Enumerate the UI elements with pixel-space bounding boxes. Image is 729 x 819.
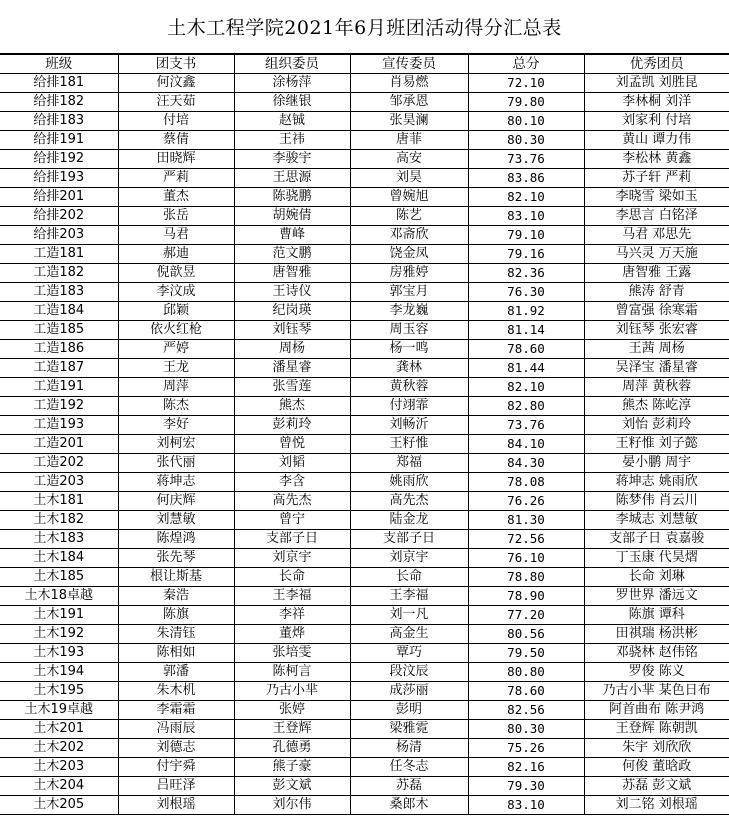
outstanding-members-cell: 李晓雪 梁如玉 [584,188,729,207]
publicity-member-cell: 陆金龙 [350,511,468,530]
publicity-member-cell: 张昊澜 [350,112,468,131]
total-score-cell: 80.30 [468,720,584,739]
branch-secretary-cell: 张代丽 [118,454,234,473]
total-score-cell: 82.10 [468,378,584,397]
table-row [0,568,729,587]
table-row [0,131,729,150]
sheet-title: 土木工程学院2021年6月班团活动得分汇总表 [167,17,562,39]
organization-member-cell: 支部子日 [234,530,350,549]
publicity-member-cell: 姚雨欣 [350,473,468,492]
class-cell: 土木192 [0,625,118,644]
publicity-member-cell: 曾婉旭 [350,188,468,207]
branch-secretary-cell: 严莉 [118,169,234,188]
class-cell: 给排201 [0,188,118,207]
outstanding-members-cell: 王籽惟 刘子懿 [584,435,729,454]
outstanding-members-cell: 马兴灵 万天施 [584,245,729,264]
class-cell: 工造185 [0,321,118,340]
outstanding-members-cell: 熊涛 舒青 [584,283,729,302]
class-cell: 给排191 [0,131,118,150]
publicity-member-cell: 郭宝月 [350,283,468,302]
branch-secretary-cell: 陈旗 [118,606,234,625]
organization-member-cell: 陈骁鹏 [234,188,350,207]
organization-member-cell: 李骏宇 [234,150,350,169]
outstanding-members-cell: 周萍 黄秋蓉 [584,378,729,397]
outstanding-members-cell: 李城志 刘慧敏 [584,511,729,530]
table-row [0,511,729,530]
branch-secretary-cell: 郝迪 [118,245,234,264]
table-row [0,454,729,473]
table-row [0,796,729,815]
table-row [0,283,729,302]
organization-member-cell: 孔德勇 [234,739,350,758]
branch-secretary-cell: 王龙 [118,359,234,378]
total-score-cell: 83.10 [468,207,584,226]
class-cell: 给排181 [0,74,118,93]
score-table [0,54,729,815]
branch-secretary-cell: 朱清钰 [118,625,234,644]
class-cell: 给排202 [0,207,118,226]
table-row [0,74,729,93]
branch-secretary-cell: 张岳 [118,207,234,226]
branch-secretary-cell: 冯雨辰 [118,720,234,739]
organization-member-cell: 王祎 [234,131,350,150]
branch-secretary-cell: 付培 [118,112,234,131]
total-score-cell: 72.10 [468,74,584,93]
branch-secretary-cell: 马君 [118,226,234,245]
table-row [0,739,729,758]
outstanding-members-cell: 陈梦伟 肖云川 [584,492,729,511]
organization-member-cell: 熊子豪 [234,758,350,777]
class-cell: 土木183 [0,530,118,549]
header-outstanding-members: 优秀团员 [584,55,729,74]
branch-secretary-cell: 邱颖 [118,302,234,321]
table-row [0,530,729,549]
table-row [0,416,729,435]
organization-member-cell: 刘钰琴 [234,321,350,340]
total-score-cell: 78.08 [468,473,584,492]
total-score-cell: 72.56 [468,530,584,549]
branch-secretary-cell: 陈相如 [118,644,234,663]
class-cell: 工造187 [0,359,118,378]
table-row [0,397,729,416]
organization-member-cell: 潘星睿 [234,359,350,378]
class-cell: 给排182 [0,93,118,112]
organization-member-cell: 李含 [234,473,350,492]
publicity-member-cell: 长命 [350,568,468,587]
total-score-cell: 78.80 [468,568,584,587]
publicity-member-cell: 支部子日 [350,530,468,549]
class-cell: 工造193 [0,416,118,435]
table-row [0,777,729,796]
organization-member-cell: 彭莉玲 [234,416,350,435]
outstanding-members-cell: 王茜 周杨 [584,340,729,359]
table-row [0,226,729,245]
branch-secretary-cell: 刘德志 [118,739,234,758]
organization-member-cell: 刘韬 [234,454,350,473]
table-row [0,359,729,378]
class-cell: 土木19卓越 [0,701,118,720]
outstanding-members-cell: 刘家利 付培 [584,112,729,131]
total-score-cell: 84.30 [468,454,584,473]
organization-member-cell: 王李福 [234,587,350,606]
header-organization-member: 组织委员 [234,55,350,74]
class-cell: 给排193 [0,169,118,188]
total-score-cell: 80.30 [468,131,584,150]
table-row [0,625,729,644]
outstanding-members-cell: 李松林 黄鑫 [584,150,729,169]
outstanding-members-cell: 何俊 董晗政 [584,758,729,777]
organization-member-cell: 王思源 [234,169,350,188]
branch-secretary-cell: 何庆辉 [118,492,234,511]
organization-member-cell: 王诗仪 [234,283,350,302]
publicity-member-cell: 饶金凤 [350,245,468,264]
publicity-member-cell: 李龙巍 [350,302,468,321]
publicity-member-cell: 郑福 [350,454,468,473]
branch-secretary-cell: 刘根瑶 [118,796,234,815]
outstanding-members-cell: 邓骁林 赵伟铭 [584,644,729,663]
total-score-cell: 81.14 [468,321,584,340]
outstanding-members-cell: 丁玉康 代昊熠 [584,549,729,568]
class-cell: 工造201 [0,435,118,454]
branch-secretary-cell: 根让斯基 [118,568,234,587]
organization-member-cell: 赵铖 [234,112,350,131]
publicity-member-cell: 房雅婷 [350,264,468,283]
outstanding-members-cell: 王登辉 陈朝凯 [584,720,729,739]
publicity-member-cell: 刘一凡 [350,606,468,625]
branch-secretary-cell: 倪歆昱 [118,264,234,283]
organization-member-cell: 彭文斌 [234,777,350,796]
class-cell: 土木182 [0,511,118,530]
table-row [0,302,729,321]
publicity-member-cell: 王李福 [350,587,468,606]
total-score-cell: 82.80 [468,397,584,416]
table-row [0,188,729,207]
class-cell: 给排203 [0,226,118,245]
outstanding-members-cell: 罗俊 陈义 [584,663,729,682]
class-cell: 土木203 [0,758,118,777]
publicity-member-cell: 梁雅霓 [350,720,468,739]
total-score-cell: 83.10 [468,796,584,815]
outstanding-members-cell: 刘二铭 刘根瑶 [584,796,729,815]
header-row [0,55,729,74]
branch-secretary-cell: 蔡倩 [118,131,234,150]
publicity-member-cell: 刘昊 [350,169,468,188]
total-score-cell: 81.44 [468,359,584,378]
publicity-member-cell: 陈艺 [350,207,468,226]
table-row [0,720,729,739]
organization-member-cell: 高先杰 [234,492,350,511]
class-cell: 土木191 [0,606,118,625]
branch-secretary-cell: 汪天茹 [118,93,234,112]
outstanding-members-cell: 刘怡 彭莉玲 [584,416,729,435]
outstanding-members-cell: 长命 刘琳 [584,568,729,587]
outstanding-members-cell: 苏子轩 严莉 [584,169,729,188]
header-branch-secretary: 团支书 [118,55,234,74]
total-score-cell: 78.90 [468,587,584,606]
table-row [0,435,729,454]
organization-member-cell: 张培雯 [234,644,350,663]
outstanding-members-cell: 阿首曲布 陈尹鸿 [584,701,729,720]
branch-secretary-cell: 陈杰 [118,397,234,416]
class-cell: 土木202 [0,739,118,758]
table-row [0,701,729,720]
total-score-cell: 76.26 [468,492,584,511]
outstanding-members-cell: 熊杰 陈屹淳 [584,397,729,416]
class-cell: 土木184 [0,549,118,568]
table-row [0,682,729,701]
total-score-cell: 79.30 [468,777,584,796]
organization-member-cell: 王登辉 [234,720,350,739]
branch-secretary-cell: 陈煌鸿 [118,530,234,549]
branch-secretary-cell: 董杰 [118,188,234,207]
table-row [0,245,729,264]
organization-member-cell: 刘京宇 [234,549,350,568]
organization-member-cell: 陈柯言 [234,663,350,682]
publicity-member-cell: 付翊霏 [350,397,468,416]
organization-member-cell: 徐继银 [234,93,350,112]
class-cell: 土木193 [0,644,118,663]
branch-secretary-cell: 郭潘 [118,663,234,682]
publicity-member-cell: 段汶辰 [350,663,468,682]
branch-secretary-cell: 李汶成 [118,283,234,302]
total-score-cell: 78.60 [468,682,584,701]
publicity-member-cell: 唐菲 [350,131,468,150]
branch-secretary-cell: 朱木机 [118,682,234,701]
total-score-cell: 82.36 [468,264,584,283]
branch-secretary-cell: 何汶鑫 [118,74,234,93]
class-cell: 工造186 [0,340,118,359]
branch-secretary-cell: 周萍 [118,378,234,397]
publicity-member-cell: 覃巧 [350,644,468,663]
class-cell: 工造181 [0,245,118,264]
class-cell: 工造184 [0,302,118,321]
total-score-cell: 79.16 [468,245,584,264]
organization-member-cell: 范文鹏 [234,245,350,264]
organization-member-cell: 刘尔伟 [234,796,350,815]
outstanding-members-cell: 乃古小芈 某色日布 [584,682,729,701]
table-row [0,112,729,131]
organization-member-cell: 长命 [234,568,350,587]
publicity-member-cell: 桑郎木 [350,796,468,815]
header-total-score: 总分 [468,55,584,74]
outstanding-members-cell: 曾富强 徐寒霜 [584,302,729,321]
table-row [0,264,729,283]
branch-secretary-cell: 付宇舜 [118,758,234,777]
outstanding-members-cell: 李思言 白铭泽 [584,207,729,226]
organization-member-cell: 张雪莲 [234,378,350,397]
outstanding-members-cell: 苏磊 彭文斌 [584,777,729,796]
organization-member-cell: 唐智雅 [234,264,350,283]
table-body [0,74,729,815]
organization-member-cell: 曾宁 [234,511,350,530]
publicity-member-cell: 苏磊 [350,777,468,796]
publicity-member-cell: 高金生 [350,625,468,644]
publicity-member-cell: 周玉容 [350,321,468,340]
class-cell: 工造183 [0,283,118,302]
branch-secretary-cell: 刘柯宏 [118,435,234,454]
outstanding-members-cell: 朱宇 刘欣欣 [584,739,729,758]
total-score-cell: 80.10 [468,112,584,131]
total-score-cell: 84.10 [468,435,584,454]
outstanding-members-cell: 田祺瑞 杨洪彬 [584,625,729,644]
table-row [0,321,729,340]
class-cell: 土木18卓越 [0,587,118,606]
total-score-cell: 75.26 [468,739,584,758]
header-publicity-member: 宣传委员 [350,55,468,74]
table-row [0,93,729,112]
publicity-member-cell: 刘京宇 [350,549,468,568]
branch-secretary-cell: 蒋坤志 [118,473,234,492]
publicity-member-cell: 任冬志 [350,758,468,777]
publicity-member-cell: 肖易燃 [350,74,468,93]
total-score-cell: 82.56 [468,701,584,720]
table-row [0,150,729,169]
outstanding-members-cell: 陈旗 谭科 [584,606,729,625]
branch-secretary-cell: 田晓辉 [118,150,234,169]
class-cell: 工造192 [0,397,118,416]
total-score-cell: 81.92 [468,302,584,321]
table-row [0,587,729,606]
organization-member-cell: 董烨 [234,625,350,644]
publicity-member-cell: 邹承恩 [350,93,468,112]
outstanding-members-cell: 刘孟凯 刘胜昆 [584,74,729,93]
outstanding-members-cell: 吴泽宝 潘星睿 [584,359,729,378]
publicity-member-cell: 王籽惟 [350,435,468,454]
class-cell: 给排183 [0,112,118,131]
total-score-cell: 73.76 [468,150,584,169]
class-cell: 土木195 [0,682,118,701]
organization-member-cell: 李祥 [234,606,350,625]
class-cell: 给排192 [0,150,118,169]
outstanding-members-cell: 晏小鹏 周宇 [584,454,729,473]
publicity-member-cell: 成莎丽 [350,682,468,701]
total-score-cell: 80.56 [468,625,584,644]
total-score-cell: 79.10 [468,226,584,245]
class-cell: 土木194 [0,663,118,682]
branch-secretary-cell: 依火红枪 [118,321,234,340]
publicity-member-cell: 邓斋欣 [350,226,468,245]
publicity-member-cell: 刘畅沂 [350,416,468,435]
publicity-member-cell: 高安 [350,150,468,169]
table-row [0,549,729,568]
total-score-cell: 76.10 [468,549,584,568]
publicity-member-cell: 彭明 [350,701,468,720]
organization-member-cell: 涂杨萍 [234,74,350,93]
organization-member-cell: 曹峰 [234,226,350,245]
total-score-cell: 82.16 [468,758,584,777]
outstanding-members-cell: 支部子日 袁嘉骏 [584,530,729,549]
outstanding-members-cell: 罗世界 潘远文 [584,587,729,606]
publicity-member-cell: 杨清 [350,739,468,758]
publicity-member-cell: 高先杰 [350,492,468,511]
organization-member-cell: 纪岗瑛 [234,302,350,321]
table-row [0,340,729,359]
table-row [0,378,729,397]
table-row [0,492,729,511]
class-cell: 工造191 [0,378,118,397]
branch-secretary-cell: 刘慧敏 [118,511,234,530]
branch-secretary-cell: 严婷 [118,340,234,359]
outstanding-members-cell: 黄山 谭力伟 [584,131,729,150]
outstanding-members-cell: 刘钰琴 张宏睿 [584,321,729,340]
publicity-member-cell: 黄秋蓉 [350,378,468,397]
outstanding-members-cell: 马君 邓思先 [584,226,729,245]
organization-member-cell: 曾悦 [234,435,350,454]
table-row [0,758,729,777]
total-score-cell: 76.30 [468,283,584,302]
class-cell: 工造202 [0,454,118,473]
branch-secretary-cell: 李好 [118,416,234,435]
title-row [0,0,729,54]
organization-member-cell: 乃古小芈 [234,682,350,701]
organization-member-cell: 张婷 [234,701,350,720]
total-score-cell: 77.20 [468,606,584,625]
total-score-cell: 79.80 [468,93,584,112]
table-row [0,473,729,492]
table-row [0,606,729,625]
outstanding-members-cell: 李林桐 刘洋 [584,93,729,112]
table-row [0,663,729,682]
total-score-cell: 82.10 [468,188,584,207]
branch-secretary-cell: 吕旺泽 [118,777,234,796]
branch-secretary-cell: 秦浩 [118,587,234,606]
table-row [0,169,729,188]
total-score-cell: 80.80 [468,663,584,682]
total-score-cell: 81.30 [468,511,584,530]
total-score-cell: 78.60 [468,340,584,359]
table-row [0,207,729,226]
organization-member-cell: 胡婉倩 [234,207,350,226]
table-row [0,644,729,663]
outstanding-members-cell: 蒋坤志 姚雨欣 [584,473,729,492]
total-score-cell: 83.86 [468,169,584,188]
class-cell: 土木185 [0,568,118,587]
organization-member-cell: 周杨 [234,340,350,359]
class-cell: 土木205 [0,796,118,815]
branch-secretary-cell: 李霜霜 [118,701,234,720]
branch-secretary-cell: 张先琴 [118,549,234,568]
class-cell: 工造182 [0,264,118,283]
header-class: 班级 [0,55,118,74]
organization-member-cell: 熊杰 [234,397,350,416]
class-cell: 工造203 [0,473,118,492]
publicity-member-cell: 杨一鸣 [350,340,468,359]
class-cell: 土木204 [0,777,118,796]
total-score-cell: 79.50 [468,644,584,663]
class-cell: 土木181 [0,492,118,511]
class-cell: 土木201 [0,720,118,739]
publicity-member-cell: 龚林 [350,359,468,378]
total-score-cell: 73.76 [468,416,584,435]
outstanding-members-cell: 唐智雅 王露 [584,264,729,283]
